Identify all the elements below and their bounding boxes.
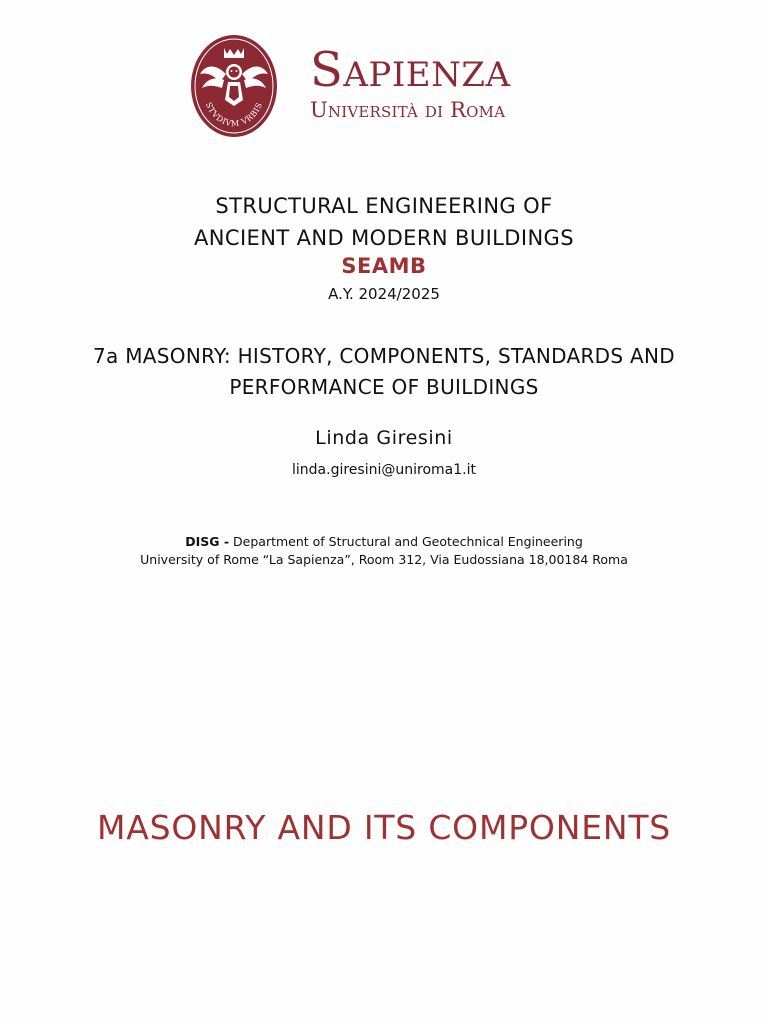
academic-year: A.Y. 2024/2025 (328, 285, 440, 303)
lecture-title (20, 341, 748, 403)
lecture-title-line-1: 7a MASONRY: HISTORY, COMPONENTS, STANDARDS AND (93, 344, 675, 368)
address-line: University of Rome “La Sapienza”, Room 312, Via Eudossiana 18,00184 Roma (140, 552, 628, 567)
author-email[interactable]: linda.giresini@uniroma1.it (292, 462, 476, 478)
sapienza-seal-icon (190, 34, 278, 138)
department-abbrev: DISG - (185, 534, 230, 549)
university-subtitle: Università di Roma (310, 98, 506, 122)
seal-motto: STVDIVM VRBIS (203, 100, 265, 129)
course-title-line-1: STRUCTURAL ENGINEERING OF (215, 194, 553, 218)
course-title-line-2: ANCIENT AND MODERN BUILDINGS (194, 226, 574, 250)
section-title: MASONRY AND ITS COMPONENTS (96, 808, 672, 847)
university-logo (190, 34, 550, 140)
author-name: Linda Giresini (315, 427, 453, 449)
university-wordmark (310, 42, 511, 122)
department-name: Department of Structural and Geotechnical Engineering (233, 534, 583, 549)
affiliation (0, 533, 768, 569)
department-line (0, 533, 768, 551)
course-title (0, 190, 768, 254)
course-code: SEAMB (341, 254, 427, 278)
lecture-title-line-2: PERFORMANCE OF BUILDINGS (229, 375, 539, 399)
university-name: Sapienza (310, 42, 511, 98)
